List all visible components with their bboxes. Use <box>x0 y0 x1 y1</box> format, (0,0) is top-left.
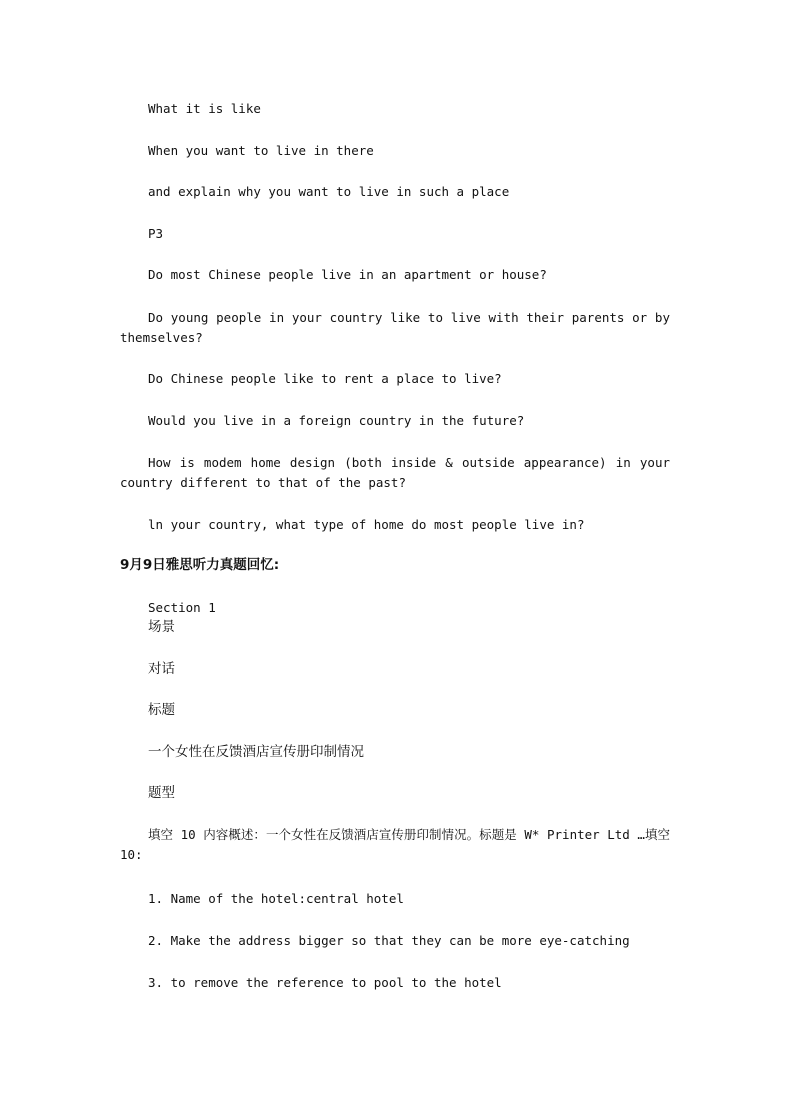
prompt-line-when-you-want: When you want to live in there <box>148 143 374 158</box>
answer-line: 1. Name of the hotel:central hotel <box>148 891 404 906</box>
answer-line: 2. Make the address bigger so that they can be more eye-catching <box>148 933 630 948</box>
p3-label: P3 <box>148 226 164 241</box>
p3-question: Do most Chinese people live in an apartment or house? <box>148 267 547 282</box>
title-label: 标题 <box>148 702 175 718</box>
scene-label: 场景 <box>148 619 175 635</box>
section-1-label: Section 1 <box>148 600 216 615</box>
title-value: 一个女性在反馈酒店宣传册印制情况 <box>148 744 364 760</box>
answer-line: 3. to remove the reference to pool to the hotel <box>148 975 502 990</box>
p3-question: Do young people in your country like to live with their parents or by themselves? <box>120 310 670 345</box>
p3-question: Do Chinese people like to rent a place to live? <box>148 371 502 386</box>
prompt-line-what-it-is-like: What it is like <box>148 101 261 116</box>
p3-question: ln your country, what type of home do most people live in? <box>148 517 585 532</box>
p3-question: How is modem home design (both inside & outside appearance) in your country different to that of the past? <box>120 455 670 490</box>
question-type-label: 题型 <box>148 785 175 801</box>
p3-question: Would you live in a foreign country in the future? <box>148 413 525 428</box>
dialogue-label: 对话 <box>148 661 175 677</box>
section-1-summary: 填空 10 内容概述：一个女性在反馈酒店宣传册印制情况。标题是 W* Printer Ltd …填空 10: <box>120 827 670 862</box>
listening-heading: 9月9日雅思听力真题回忆: <box>120 557 280 573</box>
prompt-line-explain-why: and explain why you want to live in such a place <box>148 184 510 199</box>
